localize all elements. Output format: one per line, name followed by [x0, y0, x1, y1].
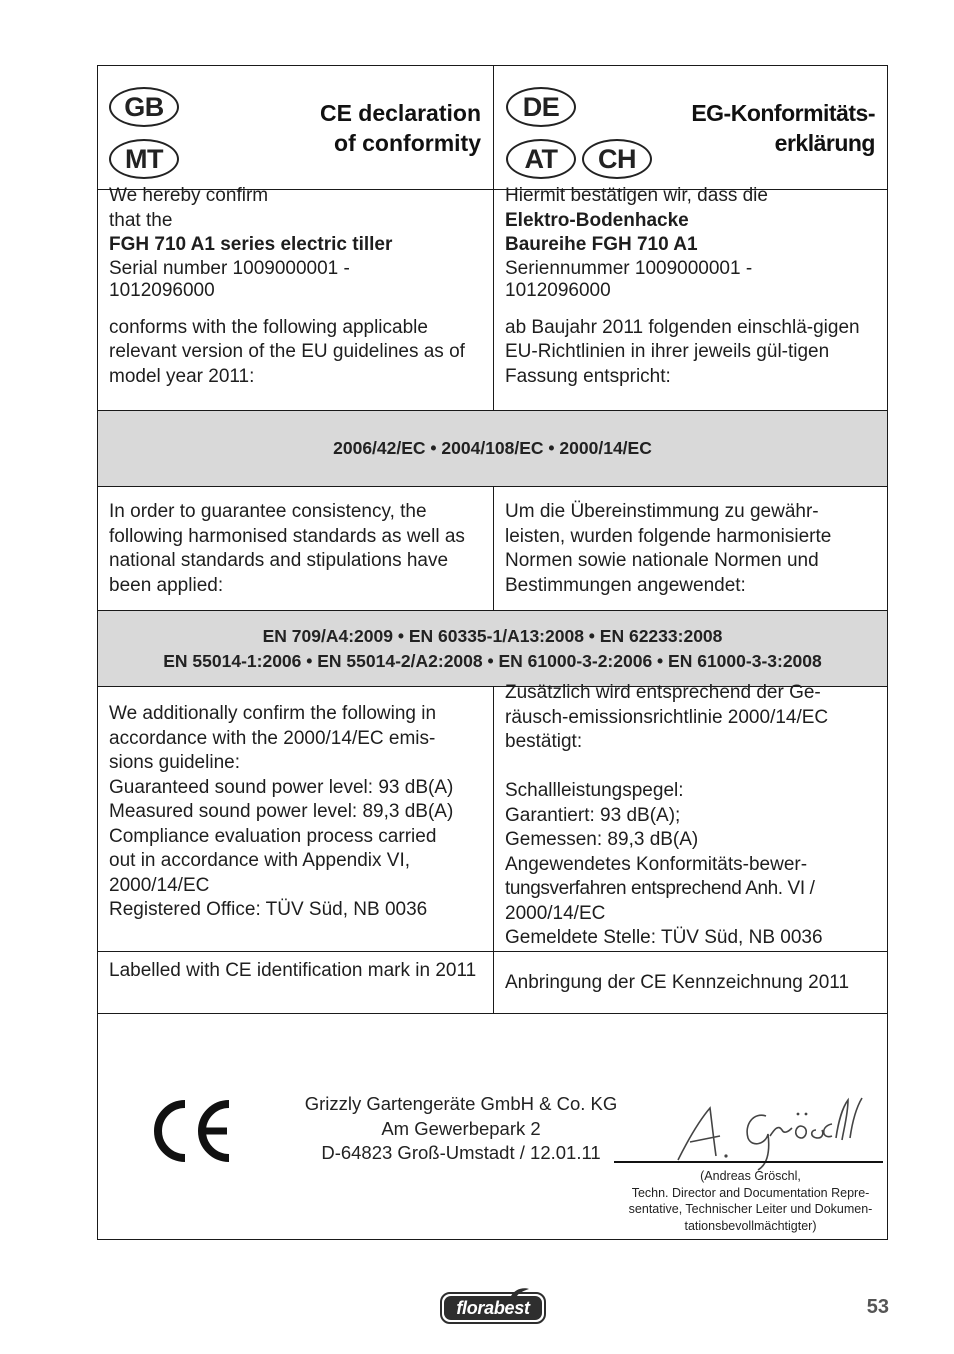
badge-mt: MT — [109, 139, 179, 179]
noise-right — [494, 681, 887, 951]
noise-left-line3: sions guideline: — [109, 752, 240, 773]
header-right-title-line2: erklärung — [774, 130, 875, 156]
header-right — [494, 66, 887, 189]
noise-left-line6: Compliance evaluation process carried — [109, 825, 437, 847]
noise-right-line4 — [505, 755, 887, 780]
company-name: Grizzly Gartengeräte GmbH & Co. KG — [304, 1093, 618, 1114]
header-left — [98, 66, 494, 189]
noise-right-line5: Schallleistungspegel: — [505, 780, 684, 801]
noise-left — [98, 687, 494, 951]
signature-area — [98, 1014, 887, 1240]
standards-line1: EN 709/A4:2009 • EN 60335-1/A13:2008 • EN 62233:2008 — [262, 626, 723, 646]
ce-logo-icon — [149, 1098, 233, 1164]
intro-right — [494, 184, 887, 410]
badge-ch: CH — [582, 139, 652, 179]
noise-right-line3: bestätigt: — [505, 731, 583, 752]
badge-at: AT — [506, 139, 576, 179]
florabest-logo-text: florabest — [456, 1298, 530, 1318]
florabest-logo — [439, 1287, 547, 1325]
intro-left-line1: We hereby confirm — [109, 185, 269, 206]
badge-de: DE — [506, 87, 576, 127]
directives-band — [98, 411, 887, 487]
declaration-sheet — [97, 65, 888, 1240]
ce-mark-right: Anbringung der CE Kennzeichnung 2011 — [505, 972, 850, 993]
company-address — [278, 1092, 644, 1166]
ce-mark-left: Labelled with CE identification mark in 2011 — [98, 952, 494, 1013]
noise-right-line2: räusch-emissionsrichtlinie 2000/14/EC — [505, 706, 829, 728]
header-row — [98, 66, 887, 190]
badge-gb: GB — [109, 87, 179, 127]
noise-right-line9: tungsverfahren entsprechend Anh. VI / — [505, 878, 815, 899]
signature-caption-line3: sentative, Technischer Leiter und Dokumen- — [628, 1202, 873, 1216]
intro-left-conform: conforms with the following applicable relevant version of the EU guidelines as of model year 2011: — [109, 316, 465, 387]
header-left-title-line2: of conformity — [334, 130, 481, 156]
noise-left-line4: Guaranteed sound power level: 93 dB(A) — [109, 776, 454, 798]
company-street: Am Gewerbepark 2 — [381, 1117, 541, 1139]
signature-caption-line1: (Andreas Gröschl, — [700, 1169, 801, 1183]
noise-right-line1: Zusätzlich wird entsprechend der Ge- — [505, 682, 821, 703]
intro-right-product2: Baureihe FGH 710 A1 — [505, 234, 698, 255]
intro-left-product: FGH 710 A1 series electric tiller — [109, 234, 393, 255]
noise-right-line7: Gemessen: 89,3 dB(A) — [505, 829, 699, 850]
intro-left-serial1: Serial number 1009000001 - — [109, 257, 350, 279]
noise-right-line6: Garantiert: 93 dB(A); — [505, 804, 681, 826]
standards-intro-left: In order to guarantee consistency, the following harmonised standards as well as national standards and stipulations have been applied: — [98, 487, 494, 610]
noise-row — [98, 682, 887, 952]
noise-right-line10: 2000/14/EC — [505, 902, 606, 924]
noise-left-line5: Measured sound power level: 89,3 dB(A) — [109, 801, 454, 822]
intro-right-serial1: Seriennummer 1009000001 - — [505, 257, 753, 279]
intro-right-line1: Hiermit bestätigen wir, dass die — [505, 185, 768, 206]
ce-mark-row — [98, 952, 887, 1014]
intro-left-line2: that the — [109, 209, 173, 231]
noise-left-line2: accordance with the 2000/14/EC emis- — [109, 727, 436, 749]
standards-line2: EN 55014-1:2006 • EN 55014-2/A2:2008 • EN 61000-3-2:2006 • EN 61000-3-3:2008 — [163, 651, 822, 671]
noise-left-line9: Registered Office: TÜV Süd, NB 0036 — [109, 899, 428, 920]
noise-left-line1: We additionally confirm the following in — [109, 703, 437, 724]
noise-left-line7: out in accordance with Appendix VI, — [109, 850, 411, 871]
header-left-title-line1: CE declaration — [319, 100, 481, 126]
intro-right-product1: Elektro-Bodenhacke — [505, 209, 689, 231]
header-left-title — [320, 98, 481, 158]
intro-row — [98, 185, 887, 411]
signature-caption — [608, 1168, 893, 1234]
company-city-date: D-64823 Groß-Umstadt / 12.01.11 — [321, 1142, 601, 1163]
noise-left-line8: 2000/14/EC — [109, 874, 210, 896]
signature-caption-line4: tationsbevollmächtigter) — [684, 1218, 817, 1233]
standards-band — [98, 611, 887, 687]
standards-intro-right: Um die Übereinstimmung zu gewähr-leisten, wurden folgende harmonisierte Normen sowie nationale Normen und Bestimmungen angewendet: — [505, 501, 832, 596]
intro-left — [98, 184, 494, 410]
signature-caption-line2: Techn. Director and Documentation Repre- — [631, 1185, 870, 1200]
noise-right-line8: Angewendetes Konformitäts-bewer- — [505, 853, 808, 875]
intro-left-serial2: 1012096000 — [109, 279, 215, 301]
intro-right-serial2: 1012096000 — [505, 279, 611, 301]
intro-right-conform: ab Baujahr 2011 folgenden einschlä-gigen EU-Richtlinien in ihrer jeweils gül-tigen Fassung entspricht: — [505, 316, 860, 387]
standards-intro-row — [98, 487, 887, 611]
signature-line — [614, 1161, 883, 1163]
header-right-title — [691, 98, 875, 158]
page-number: 53 — [866, 1296, 889, 1318]
noise-right-line11: Gemeldete Stelle: TÜV Süd, NB 0036 — [505, 927, 823, 948]
directives-text: 2006/42/EC • 2004/108/EC • 2000/14/EC — [333, 438, 652, 458]
header-right-title-line1: EG-Konformitäts- — [691, 100, 875, 126]
